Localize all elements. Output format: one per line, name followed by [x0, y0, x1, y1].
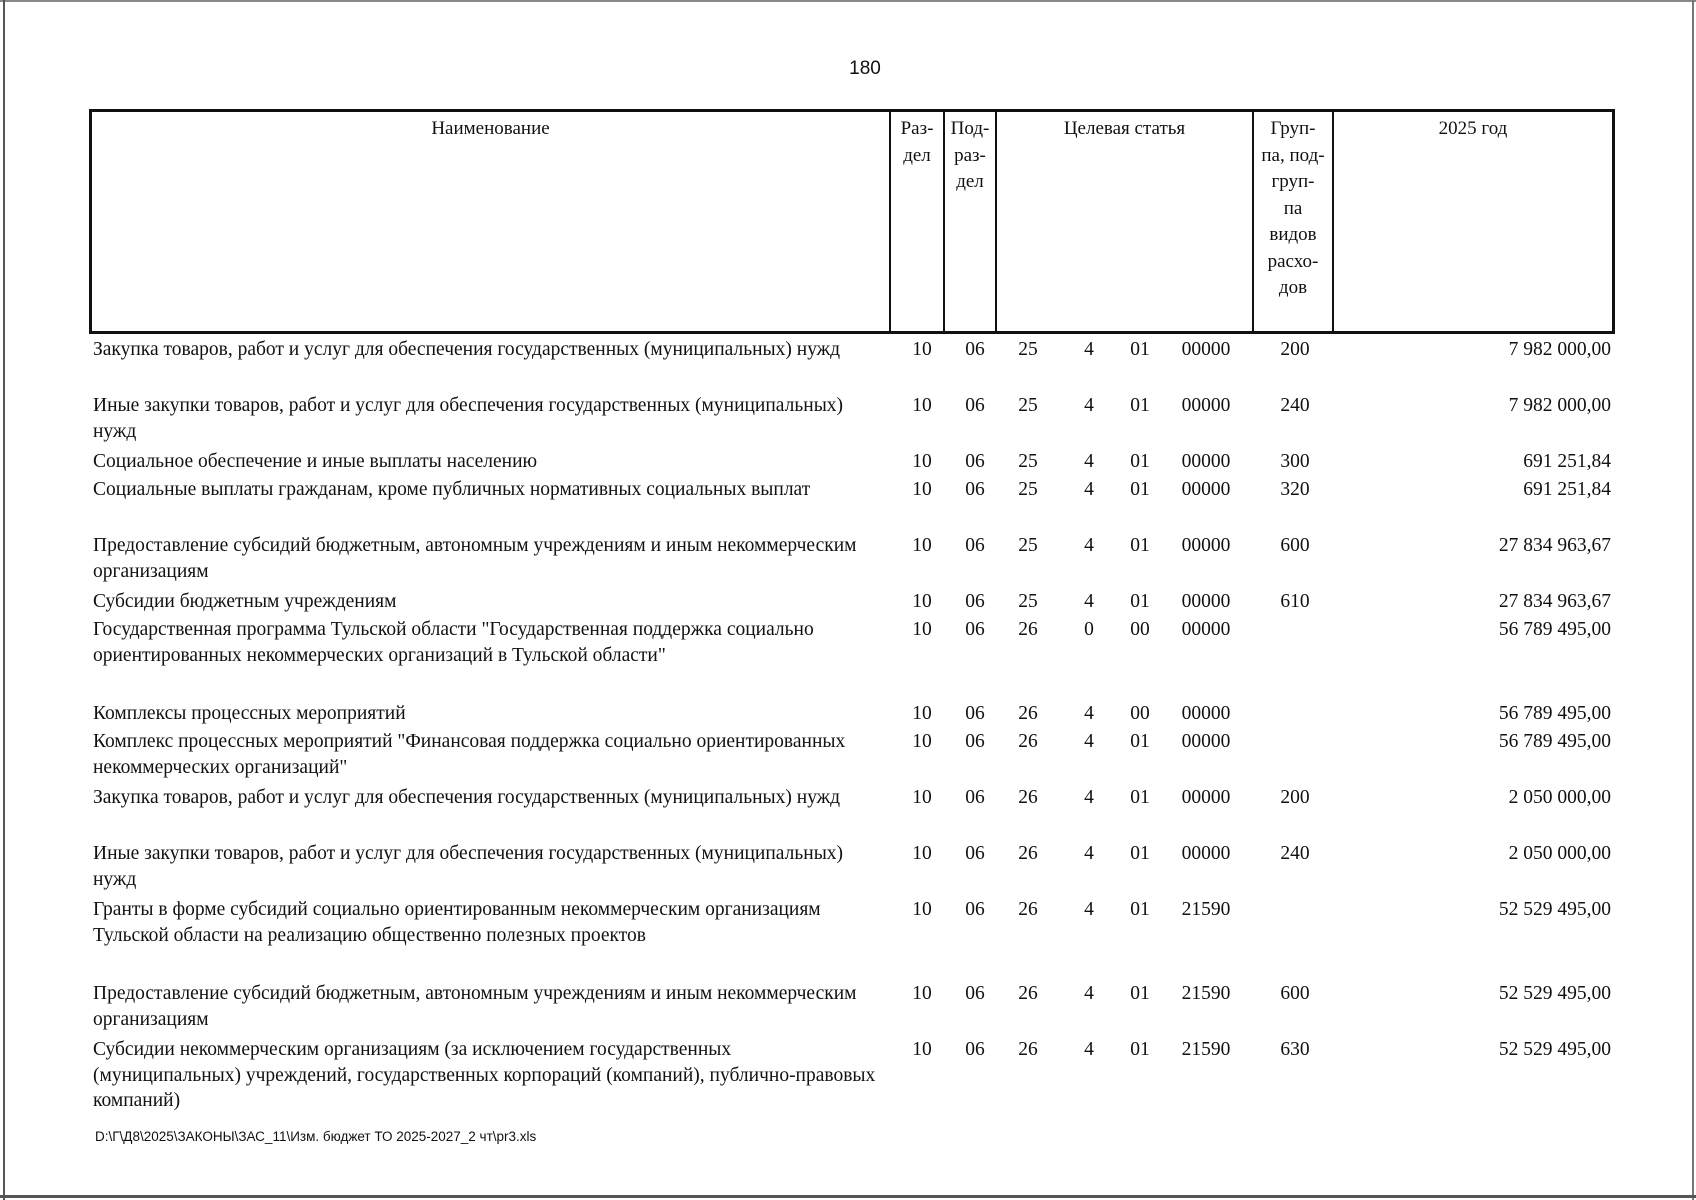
row-razdel: 10	[912, 983, 932, 1004]
row-target-structure: 01	[1130, 395, 1150, 416]
table-row	[89, 701, 1615, 729]
row-group: 320	[1280, 479, 1310, 500]
row-razdel: 10	[912, 339, 932, 360]
table-header	[89, 109, 1615, 334]
row-podrazdel: 06	[965, 843, 985, 864]
table-row	[89, 393, 1615, 449]
row-target-direction: 21590	[1181, 899, 1231, 920]
row-name: Предоставление субсидий бюджетным, автономным учреждениям и иным некоммерческим организациям	[93, 535, 857, 582]
header-razdel: Раз- дел	[900, 118, 934, 166]
row-podrazdel: 06	[965, 703, 985, 724]
row-target-direction: 00000	[1181, 703, 1231, 724]
row-target-structure: 01	[1130, 1039, 1150, 1060]
row-target-direction: 00000	[1181, 843, 1231, 864]
row-target-structure: 00	[1130, 703, 1150, 724]
row-name: Комплекс процессных мероприятий "Финансовая поддержка социально ориентированных некоммерческих организаций"	[93, 731, 846, 778]
row-target-structure: 01	[1130, 591, 1150, 612]
row-podrazdel: 06	[965, 619, 985, 640]
row-sum: 7 982 000,00	[1508, 339, 1611, 360]
row-target-type: 4	[1084, 787, 1094, 808]
file-path-footer: D:\Г\Д8\2025\ЗАКОНЫ\ЗАС_11\Изм. бюджет ТО 2025-2027_2 чт\pr3.xls	[95, 1129, 537, 1144]
row-podrazdel: 06	[965, 787, 985, 808]
row-podrazdel: 06	[965, 731, 985, 752]
table-row	[89, 729, 1615, 785]
row-target-program: 25	[1018, 535, 1038, 556]
row-name: Социальное обеспечение и иные выплаты населению	[93, 451, 538, 472]
row-target-type: 4	[1084, 703, 1094, 724]
table-row	[89, 449, 1615, 477]
row-podrazdel: 06	[965, 479, 985, 500]
row-target-type: 4	[1084, 535, 1094, 556]
row-target-type: 4	[1084, 479, 1094, 500]
row-target-direction: 21590	[1181, 983, 1231, 1004]
row-razdel: 10	[912, 591, 932, 612]
row-name: Комплексы процессных мероприятий	[93, 703, 406, 724]
row-target-type: 4	[1084, 983, 1094, 1004]
budget-table	[89, 109, 1615, 1121]
row-group: 630	[1280, 1039, 1310, 1060]
row-target-program: 26	[1018, 1039, 1038, 1060]
table-row	[89, 841, 1615, 897]
row-target-program: 26	[1018, 731, 1038, 752]
table-row	[89, 617, 1615, 701]
row-sum: 52 529 495,00	[1498, 899, 1611, 920]
row-sum: 52 529 495,00	[1498, 983, 1611, 1004]
row-target-type: 4	[1084, 591, 1094, 612]
row-name: Иные закупки товаров, работ и услуг для обеспечения государственных (муниципальных) нужд	[93, 395, 844, 442]
row-target-structure: 01	[1130, 451, 1150, 472]
row-target-structure: 01	[1130, 339, 1150, 360]
row-target-direction: 00000	[1181, 339, 1231, 360]
row-sum: 2 050 000,00	[1508, 843, 1611, 864]
row-target-program: 26	[1018, 787, 1038, 808]
row-name: Закупка товаров, работ и услуг для обеспечения государственных (муниципальных) нужд	[93, 787, 841, 808]
row-razdel: 10	[912, 843, 932, 864]
row-name: Субсидии бюджетным учреждениям	[93, 591, 397, 612]
row-target-direction: 00000	[1181, 451, 1231, 472]
row-sum: 691 251,84	[1523, 451, 1611, 472]
row-name: Предоставление субсидий бюджетным, автономным учреждениям и иным некоммерческим организациям	[93, 983, 857, 1030]
row-target-program: 26	[1018, 619, 1038, 640]
row-target-structure: 00	[1130, 619, 1150, 640]
row-target-type: 4	[1084, 843, 1094, 864]
row-target-program: 26	[1018, 899, 1038, 920]
row-name: Государственная программа Тульской области "Государственная поддержка социально ориентированных некоммерческих организаций в Тульской области"	[93, 619, 814, 666]
row-name: Субсидии некоммерческим организациям (за исключением государственных (муниципальных) учреждений, государственных корпораций (компаний), публично-правовых компаний)	[93, 1039, 876, 1111]
row-target-structure: 01	[1130, 731, 1150, 752]
row-target-program: 25	[1018, 339, 1038, 360]
row-target-structure: 01	[1130, 479, 1150, 500]
row-group: 300	[1280, 451, 1310, 472]
row-podrazdel: 06	[965, 339, 985, 360]
header-podrazdel: Под- раз- дел	[950, 118, 990, 192]
row-sum: 27 834 963,67	[1498, 535, 1611, 556]
table-row	[89, 533, 1615, 589]
row-target-type: 4	[1084, 451, 1094, 472]
row-target-structure: 01	[1130, 843, 1150, 864]
row-target-direction: 00000	[1181, 535, 1231, 556]
header-name: Наименование	[431, 118, 550, 139]
row-target-program: 26	[1018, 703, 1038, 724]
row-target-structure: 01	[1130, 535, 1150, 556]
header-target: Целевая статья	[1063, 118, 1186, 139]
table-row	[89, 589, 1615, 617]
header-group: Груп- па, под- груп- па видов расхо- дов	[1261, 118, 1325, 298]
row-sum: 56 789 495,00	[1498, 619, 1611, 640]
row-target-program: 26	[1018, 843, 1038, 864]
table-row	[89, 897, 1615, 981]
row-target-direction: 21590	[1181, 1039, 1231, 1060]
row-razdel: 10	[912, 395, 932, 416]
row-razdel: 10	[912, 1039, 932, 1060]
row-razdel: 10	[912, 451, 932, 472]
row-podrazdel: 06	[965, 535, 985, 556]
row-razdel: 10	[912, 619, 932, 640]
row-target-direction: 00000	[1181, 479, 1231, 500]
row-podrazdel: 06	[965, 395, 985, 416]
page-border-left	[3, 0, 5, 1200]
row-target-program: 25	[1018, 479, 1038, 500]
table-row	[89, 337, 1615, 393]
row-razdel: 10	[912, 787, 932, 808]
row-group: 200	[1280, 339, 1310, 360]
row-target-program: 25	[1018, 395, 1038, 416]
page-border-right	[1692, 0, 1694, 1200]
row-sum: 56 789 495,00	[1498, 703, 1611, 724]
row-podrazdel: 06	[965, 983, 985, 1004]
table-row	[89, 981, 1615, 1037]
row-name: Закупка товаров, работ и услуг для обеспечения государственных (муниципальных) нужд	[93, 339, 841, 360]
row-target-structure: 01	[1130, 983, 1150, 1004]
row-target-direction: 00000	[1181, 787, 1231, 808]
row-target-program: 26	[1018, 983, 1038, 1004]
row-podrazdel: 06	[965, 899, 985, 920]
table-row	[89, 1037, 1615, 1121]
row-group: 240	[1280, 843, 1310, 864]
row-target-direction: 00000	[1181, 395, 1231, 416]
table-body	[89, 337, 1615, 1121]
row-sum: 56 789 495,00	[1498, 731, 1611, 752]
row-group: 200	[1280, 787, 1310, 808]
row-target-structure: 01	[1130, 899, 1150, 920]
page-border-bottom	[0, 1195, 1696, 1198]
row-sum: 52 529 495,00	[1498, 1039, 1611, 1060]
row-target-program: 25	[1018, 591, 1038, 612]
header-year: 2025 год	[1438, 118, 1508, 139]
row-target-direction: 00000	[1181, 591, 1231, 612]
row-name: Социальные выплаты гражданам, кроме публичных нормативных социальных выплат	[93, 479, 811, 500]
row-target-type: 4	[1084, 731, 1094, 752]
row-group: 610	[1280, 591, 1310, 612]
page-number: 180	[849, 58, 881, 79]
row-target-type: 4	[1084, 1039, 1094, 1060]
row-razdel: 10	[912, 899, 932, 920]
row-target-direction: 00000	[1181, 731, 1231, 752]
row-target-type: 4	[1084, 339, 1094, 360]
row-podrazdel: 06	[965, 591, 985, 612]
row-name: Иные закупки товаров, работ и услуг для обеспечения государственных (муниципальных) нужд	[93, 843, 844, 890]
row-sum: 7 982 000,00	[1508, 395, 1611, 416]
row-podrazdel: 06	[965, 1039, 985, 1060]
row-sum: 27 834 963,67	[1498, 591, 1611, 612]
row-target-direction: 00000	[1181, 619, 1231, 640]
page-border-top	[0, 0, 1696, 2]
row-razdel: 10	[912, 479, 932, 500]
table-row	[89, 477, 1615, 533]
row-razdel: 10	[912, 535, 932, 556]
row-group: 240	[1280, 395, 1310, 416]
row-name: Гранты в форме субсидий социально ориентированным некоммерческим организациям Тульской области на реализацию общественно полезных проектов	[93, 899, 821, 946]
row-razdel: 10	[912, 731, 932, 752]
row-sum: 691 251,84	[1523, 479, 1611, 500]
table-row	[89, 785, 1615, 841]
row-group: 600	[1280, 535, 1310, 556]
row-razdel: 10	[912, 703, 932, 724]
row-sum: 2 050 000,00	[1508, 787, 1611, 808]
row-podrazdel: 06	[965, 451, 985, 472]
row-target-type: 4	[1084, 395, 1094, 416]
row-target-program: 25	[1018, 451, 1038, 472]
row-group: 600	[1280, 983, 1310, 1004]
row-target-structure: 01	[1130, 787, 1150, 808]
row-target-type: 4	[1084, 899, 1094, 920]
row-target-type: 0	[1084, 619, 1094, 640]
